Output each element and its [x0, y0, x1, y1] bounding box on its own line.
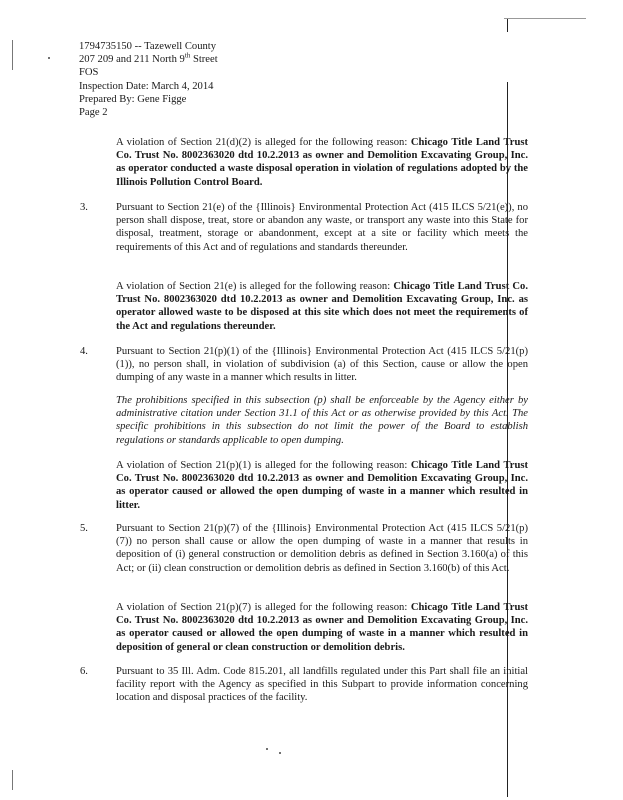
header-address-text: 207 209 and 211 North 9 [79, 54, 185, 66]
header-code: FOS [79, 67, 99, 79]
item-3-paragraph: Pursuant to Section 21(e) of the {Illinois} Environmental Protection Act (415 ILCS 5/21(e)), no person shall dispose, treat, store or abandon any waste, or transport any waste into this State for disposal, treatment, storage or abandonment, except at a site or facility which meets the requirements of this Act and of regulations and standards thereunder. [116, 202, 528, 253]
violation-21d2-reason: Chicago Title Land Trust Co. Trust No. 8002363020 dtd 10.2.2013 as owner and Demolition Excavating Group, Inc. as operator conducted a waste disposal operation in violation of regulations adopted by the Illinois Pollution Control Board. [116, 137, 528, 188]
header-address [79, 53, 379, 66]
scan-speck [266, 748, 268, 750]
scan-line-top-right [507, 18, 508, 32]
item-4-italic-note: The prohibitions specified in this subsection (p) shall be enforceable by the Agency either by administrative citation under Section 31.1 of this Act or as otherwise provided by this Act. The specific prohibitions in this subsection do not limit the power of the Board to establish regulations or standards applicable to open dumping. [116, 395, 528, 446]
item-6-number: 6. [80, 666, 88, 677]
violation-21p7-lead: A violation of Section 21(p)(7) is alleged for the following reason: [116, 602, 411, 613]
header-address-suffix: Street [190, 54, 218, 66]
item-5-paragraph: Pursuant to Section 21(p)(7) of the {Illinois} Environmental Protection Act (415 ILCS 5/21(p)(7)) no person shall cause or allow the open dumping of waste in a manner that results in deposition of (i) general construction or demolition debris as defined in Section 3.160(a) of this Act; or (ii) clean construction or demolition debris as defined in Section 3.160(b) of this Act. [116, 523, 528, 574]
item-4-paragraph: Pursuant to Section 21(p)(1) of the {Illinois} Environmental Protection Act (415 ILCS 5/21(p)(1)), no person shall, in violation of subdivision (a) of this Section, cause or allow the open dumping of any waste in a manner which results in litter. [116, 346, 528, 384]
scan-line-left [12, 40, 13, 70]
violation-21p1-lead: A violation of Section 21(p)(1) is alleged for the following reason: [116, 460, 411, 471]
header-prepared-by: Prepared By: Gene Figge [79, 93, 187, 105]
header-page-number: Page 2 [79, 107, 108, 119]
violation-21e-paragraph [116, 280, 528, 333]
violation-21d2-lead: A violation of Section 21(d)(2) is alleged for the following reason: [116, 137, 411, 148]
violation-21p7-reason: Chicago Title Land Trust Co. Trust No. 8002363020 dtd 10.2.2013 as owner and Demolition Excavating Group, Inc. as operator caused or allowed the open dumping of waste in a manner which resulted in deposition of general or clean construction or demolition debris. [116, 602, 528, 653]
document-header [79, 40, 379, 119]
violation-21p1-paragraph [116, 459, 528, 512]
item-3-number: 3. [80, 202, 88, 213]
violation-21e-lead: A violation of Section 21(e) is alleged for the following reason: [116, 281, 394, 292]
item-6-paragraph: Pursuant to 35 Ill. Adm. Code 815.201, all landfills regulated under this Part shall file an initial facility report with the Agency as specified in this Subpart to provide information concerning location and disposal practices of the facility. [116, 666, 528, 704]
header-inspection-date: Inspection Date: March 4, 2014 [79, 80, 214, 92]
header-address-sup: th [184, 51, 191, 60]
scan-mark-top [504, 18, 586, 19]
item-5-number: 5. [80, 523, 88, 534]
violation-21p1-reason: Chicago Title Land Trust Co. Trust No. 8002363020 dtd 10.2.2013 as owner and Demolition Excavating Group, Inc. as operator caused or allowed the open dumping of waste in a manner which resulted in litter. [116, 460, 528, 511]
violation-21e-reason: Chicago Title Land Trust Co. Trust No. 8002363020 dtd 10.2.2013 as owner and Demolition Excavating Group, Inc. as operator allowed waste to be disposed at this site which does not meet the requirements of the Act and regulations thereunder. [116, 281, 528, 332]
item-4-number: 4. [80, 346, 88, 357]
violation-21d2-paragraph [116, 136, 528, 189]
scan-speck [48, 57, 50, 59]
header-site-id: 1794735150 -- Tazewell County [79, 41, 217, 52]
scan-line-left-bottom [12, 770, 13, 790]
scan-speck [279, 752, 281, 754]
violation-21p7-paragraph [116, 601, 528, 654]
